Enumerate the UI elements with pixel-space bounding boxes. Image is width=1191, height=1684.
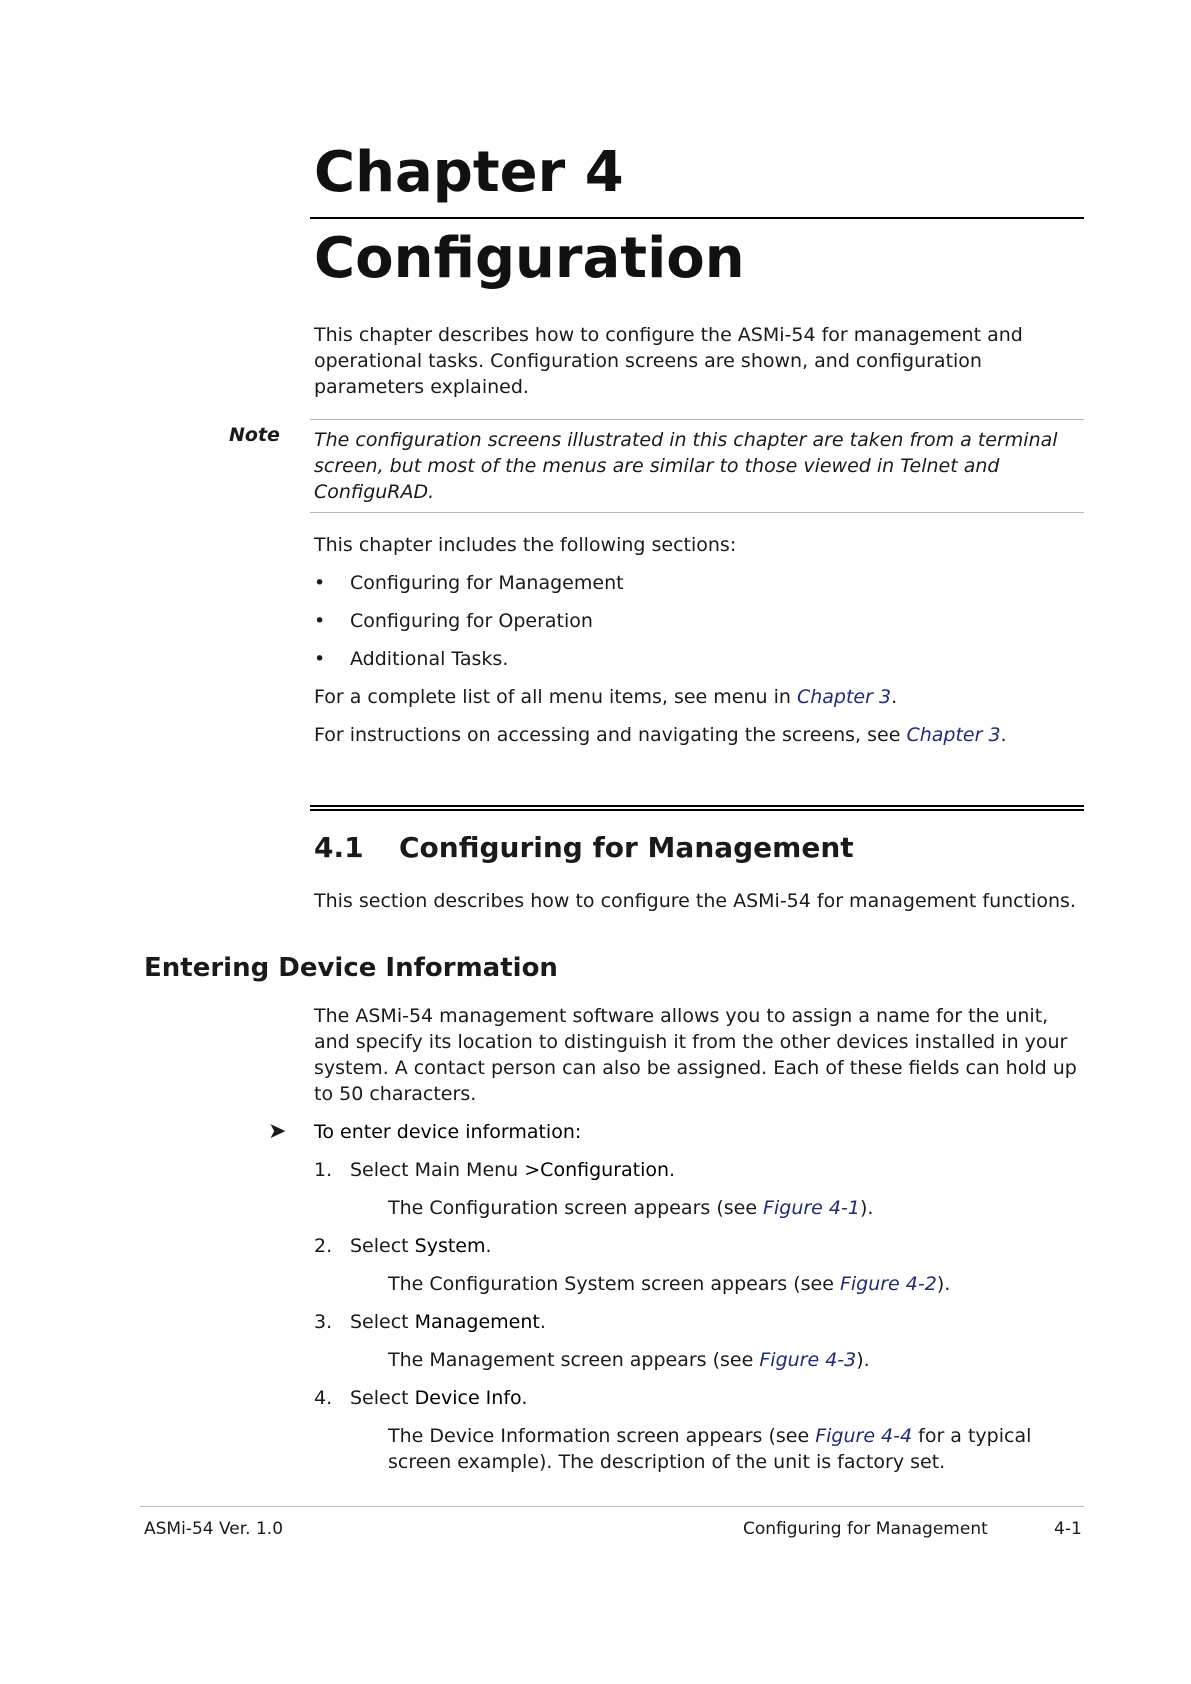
note-top-rule	[310, 419, 1084, 420]
step-number: 2.	[314, 1235, 333, 1257]
step-number: 3.	[314, 1311, 333, 1333]
step-prefix: Select	[350, 1387, 415, 1409]
device-info-heading: Entering Device Information	[144, 953, 558, 983]
footer-section: Configuring for Management	[743, 1519, 988, 1539]
section-description: This section describes how to configure the ASMi-54 for management functions.	[314, 890, 1076, 912]
step-suffix: .	[669, 1159, 676, 1181]
step-result-prefix: The Configuration screen appears (see	[388, 1197, 764, 1219]
navigation-reference	[314, 722, 1007, 748]
chapter-number: Chapter 4	[314, 140, 624, 205]
step-result	[388, 1347, 1078, 1373]
navigation-reference-prefix: For instructions on accessing and navigating the screens, see	[314, 724, 907, 746]
procedure-arrow-icon: ➤	[268, 1119, 287, 1144]
note-bottom-rule	[310, 512, 1084, 513]
menu-item: Management	[414, 1311, 540, 1333]
step-number: 4.	[314, 1387, 333, 1409]
chapter-intro: This chapter describes how to configure the ASMi-54 for management and operational tasks. Configuration screens are shown, and configuration parameters explained.	[314, 324, 1023, 398]
step-result-suffix: for a typical screen example). The description of the unit is factory set.	[388, 1425, 1032, 1473]
step-result-prefix: The Device Information screen appears (see	[388, 1425, 816, 1447]
page-number: 4-1	[1054, 1519, 1082, 1539]
list-item: Additional Tasks.	[350, 648, 509, 670]
navigation-reference-suffix: .	[1000, 724, 1007, 746]
menu-reference	[314, 684, 897, 710]
step-instruction	[350, 1309, 546, 1335]
step-suffix: .	[539, 1311, 546, 1333]
step-result-suffix: ).	[936, 1273, 951, 1295]
menu-path: >Configuration	[524, 1159, 670, 1181]
figure-4-2-link[interactable]: Figure 4-2	[839, 1273, 937, 1295]
list-item: Configuring for Operation	[350, 610, 593, 632]
step-result-prefix: The Management screen appears (see	[388, 1349, 760, 1371]
step-result-prefix: The Configuration System screen appears (see	[388, 1273, 840, 1295]
bullet-1: •	[314, 572, 326, 594]
sections-list-intro: This chapter includes the following sections:	[314, 534, 737, 556]
procedure-title: To enter device information:	[314, 1121, 582, 1143]
step-result	[388, 1423, 1078, 1475]
device-info-paragraph: The ASMi-54 management software allows you to assign a name for the unit, and specify its location to distinguish it from the other devices installed in your system. A contact person can also be assigned. Each of these fields can hold up to 50 characters.	[314, 1005, 1077, 1105]
chapter-title: Configuration	[314, 226, 745, 291]
list-item: Configuring for Management	[350, 572, 624, 594]
menu-reference-prefix: For a complete list of all menu items, see menu in	[314, 686, 797, 708]
footer-product: ASMi-54 Ver. 1.0	[144, 1519, 284, 1539]
step-instruction	[350, 1233, 492, 1259]
step-result	[388, 1271, 1078, 1297]
step-result-suffix: ).	[859, 1197, 874, 1219]
chapter-rule	[310, 217, 1084, 219]
footer-rule	[140, 1506, 1084, 1507]
step-suffix: .	[521, 1387, 528, 1409]
menu-item: System	[414, 1235, 486, 1257]
step-number: 1.	[314, 1159, 333, 1181]
step-prefix: Select	[350, 1311, 415, 1333]
section-number: 4.1	[314, 831, 364, 864]
figure-4-1-link[interactable]: Figure 4-1	[763, 1197, 860, 1219]
bullet-2: •	[314, 610, 326, 632]
note-text: The configuration screens illustrated in this chapter are taken from a terminal screen, but most of the menus are similar to those viewed in Telnet and ConfiguRAD.	[314, 429, 1058, 503]
step-result-suffix: ).	[856, 1349, 870, 1371]
step-instruction	[350, 1157, 675, 1183]
step-result	[388, 1195, 1078, 1221]
bullet-3: •	[314, 648, 326, 670]
menu-reference-suffix: .	[891, 686, 898, 708]
chapter-3-link[interactable]: Chapter 3	[796, 686, 892, 708]
step-prefix: Select	[350, 1235, 415, 1257]
chapter-3-link[interactable]: Chapter 3	[906, 724, 1001, 746]
figure-4-4-link[interactable]: Figure 4-4	[815, 1425, 913, 1447]
menu-item: Device Info	[414, 1387, 522, 1409]
step-suffix: .	[485, 1235, 492, 1257]
section-divider	[310, 805, 1084, 811]
step-instruction	[350, 1385, 527, 1411]
note-label: Note	[229, 424, 280, 446]
section-title: Configuring for Management	[399, 831, 854, 864]
step-prefix: Select Main Menu	[350, 1159, 525, 1181]
figure-4-3-link[interactable]: Figure 4-3	[759, 1349, 857, 1371]
